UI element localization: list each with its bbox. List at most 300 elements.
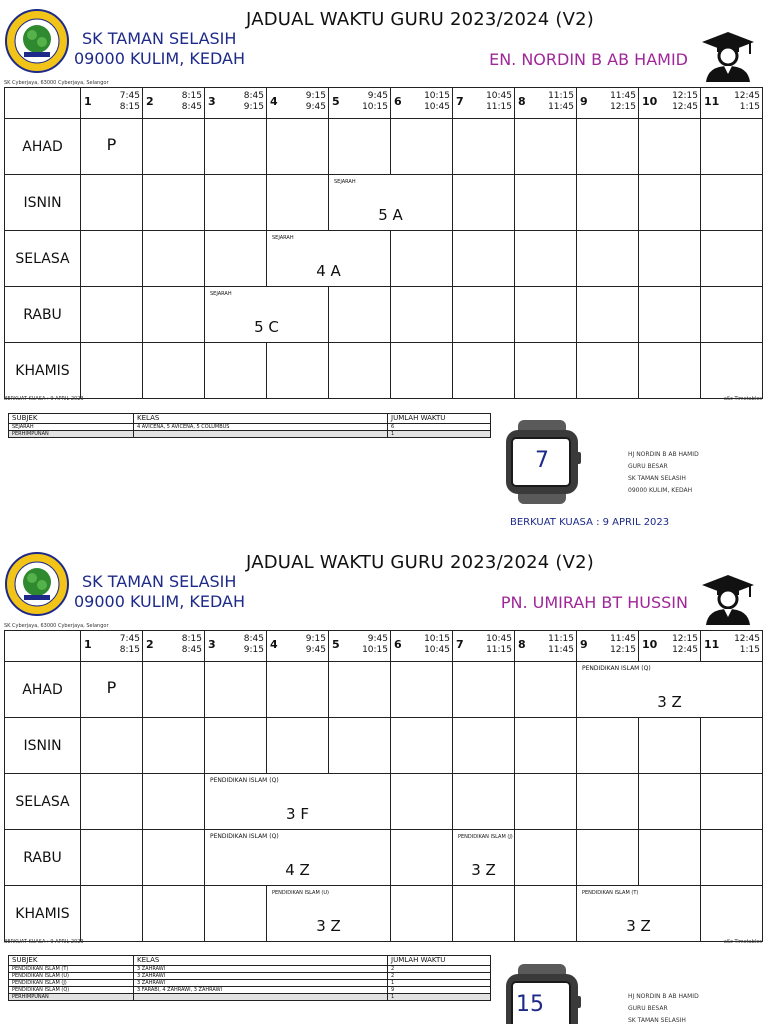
period-number: 2 [146, 95, 154, 108]
empty-cell [639, 718, 701, 774]
empty-cell [391, 830, 453, 886]
lesson-subject: SEJARAH [210, 291, 232, 297]
lesson-subject: PENDIDIKAN ISLAM (Q) [210, 833, 279, 840]
summary-cell: 4 AVICENA, 5 AVICENA, 5 COLUMBUS [134, 424, 388, 431]
empty-cell [329, 343, 391, 399]
empty-cell [515, 774, 577, 830]
signature-line: SK TAMAN SELASIH [628, 1017, 686, 1024]
period-number: 9 [580, 638, 588, 651]
lesson-class: 3 Z [626, 917, 651, 935]
empty-cell [515, 175, 577, 231]
empty-cell [391, 774, 453, 830]
empty-cell [577, 718, 639, 774]
period-header [515, 631, 577, 662]
summary-cell: PENDIDIKAN ISLAM (J) [9, 980, 134, 987]
lesson-class: 3 Z [657, 693, 682, 711]
period-start: 12:15 [672, 634, 698, 644]
empty-cell [453, 886, 515, 942]
summary-cell: 1 [388, 980, 491, 987]
empty-cell [267, 343, 329, 399]
lesson-cell [267, 886, 391, 942]
period-header [391, 88, 453, 119]
period-time [120, 91, 140, 113]
school-logo-icon [4, 8, 70, 74]
empty-cell [453, 119, 515, 175]
day-name: RABU [23, 306, 62, 323]
period-header [205, 88, 267, 119]
empty-cell [701, 886, 763, 942]
empty-cell [515, 886, 577, 942]
summary-cell: 2 [388, 966, 491, 973]
empty-cell [391, 119, 453, 175]
summary-cell: SEJARAH [9, 424, 134, 431]
lesson-subject: PENDIDIKAN ISLAM (U) [272, 890, 329, 896]
day-name: AHAD [22, 138, 63, 155]
period-number: 3 [208, 638, 216, 651]
summary-header-row [9, 414, 491, 424]
empty-cell [329, 119, 391, 175]
footer-effective-date: BERKUAT KUASA : 9 APRIL 2023 [4, 396, 84, 402]
lesson-cell [205, 830, 391, 886]
period-start: 12:45 [734, 91, 760, 101]
summary-header: KELAS [134, 414, 388, 424]
empty-cell [639, 343, 701, 399]
period-end: 8:15 [119, 645, 140, 655]
empty-cell [205, 231, 267, 287]
period-header [639, 88, 701, 119]
period-header [143, 631, 205, 662]
period-start: 12:15 [672, 91, 698, 101]
period-start: 9:15 [305, 634, 326, 644]
summary-row [9, 973, 491, 980]
period-start: 11:45 [610, 91, 636, 101]
summary-table [8, 413, 491, 438]
empty-cell [81, 231, 143, 287]
graduate-icon [700, 30, 756, 82]
footer-effective-date: BERKUAT KUASA : 9 APRIL 2023 [4, 939, 84, 945]
day-row [5, 830, 763, 886]
empty-cell [81, 343, 143, 399]
day-name: SELASA [15, 793, 70, 810]
period-header [81, 88, 143, 119]
empty-cell [81, 886, 143, 942]
period-start: 7:45 [119, 634, 140, 644]
empty-cell [143, 774, 205, 830]
period-header [577, 88, 639, 119]
summary-cell [134, 431, 388, 438]
empty-cell [205, 886, 267, 942]
day-row [5, 718, 763, 774]
day-name: KHAMIS [15, 362, 70, 379]
lesson-class: 5 C [254, 318, 279, 336]
empty-cell [453, 343, 515, 399]
summary-row [9, 994, 491, 1001]
day-label-cell [5, 718, 81, 774]
period-header [205, 631, 267, 662]
period-time [306, 634, 326, 656]
period-time [424, 91, 450, 113]
period-number: 4 [270, 638, 278, 651]
empty-cell [143, 231, 205, 287]
period-header [639, 631, 701, 662]
period-number: 5 [332, 638, 340, 651]
summary-cell: PENDIDIKAN ISLAM (Q) [9, 987, 134, 994]
empty-cell [453, 774, 515, 830]
lesson-cell [453, 830, 515, 886]
day-label-cell [5, 886, 81, 942]
period-start: 8:45 [243, 91, 264, 101]
period-end: 12:15 [610, 645, 636, 655]
period-end: 8:45 [181, 645, 202, 655]
empty-cell [143, 287, 205, 343]
empty-cell [701, 119, 763, 175]
empty-cell [639, 830, 701, 886]
period-time [306, 91, 326, 113]
period-time [672, 91, 698, 113]
period-start: 10:45 [486, 91, 512, 101]
empty-cell [577, 774, 639, 830]
school-logo-icon [4, 551, 70, 617]
period-time [610, 91, 636, 113]
empty-cell [143, 886, 205, 942]
empty-cell [205, 662, 267, 718]
day-row [5, 287, 763, 343]
empty-cell [143, 662, 205, 718]
period-end: 11:15 [486, 645, 512, 655]
day-row [5, 119, 763, 175]
empty-cell [81, 175, 143, 231]
empty-cell [205, 175, 267, 231]
timetable-grid [4, 630, 763, 942]
period-header [453, 631, 515, 662]
day-label-cell [5, 287, 81, 343]
period-end: 12:45 [672, 102, 698, 112]
period-start: 10:15 [424, 634, 450, 644]
period-end: 1:15 [739, 102, 760, 112]
day-label-cell [5, 343, 81, 399]
effective-date: BERKUAT KUASA : 9 APRIL 2023 [510, 517, 670, 528]
empty-cell [453, 175, 515, 231]
empty-cell [515, 830, 577, 886]
empty-cell [577, 830, 639, 886]
period-number: 7 [456, 638, 464, 651]
lesson-class: 3 Z [316, 917, 341, 935]
day-name: ISNIN [23, 737, 62, 754]
day-name: KHAMIS [15, 905, 70, 922]
lesson-cell [205, 287, 329, 343]
period-number: 10 [642, 638, 658, 651]
lesson-cell [205, 774, 391, 830]
period-end: 8:45 [181, 102, 202, 112]
empty-cell [515, 718, 577, 774]
summary-cell: 3 FARABI, 4 ZAHRAWI, 3 ZAHRAWI [134, 987, 388, 994]
school-address: 09000 KULIM, KEDAH [74, 592, 245, 611]
empty-cell [329, 718, 391, 774]
period-header [391, 631, 453, 662]
day-row [5, 343, 763, 399]
period-number: 4 [270, 95, 278, 108]
timetable-grid [4, 87, 763, 399]
period-time [244, 91, 264, 113]
empty-cell [205, 119, 267, 175]
period-time [672, 634, 698, 656]
empty-cell [577, 343, 639, 399]
empty-cell [515, 662, 577, 718]
summary-cell: PENDIDIKAN ISLAM (U) [9, 973, 134, 980]
school-name: SK TAMAN SELASIH [82, 29, 237, 48]
period-time [610, 634, 636, 656]
empty-cell [639, 231, 701, 287]
period-number: 2 [146, 638, 154, 651]
period-number: 9 [580, 95, 588, 108]
summary-row [9, 431, 491, 438]
period-header-row [5, 631, 763, 662]
period-header [701, 88, 763, 119]
page-title: JADUAL WAKTU GURU 2023/2024 (V2) [246, 552, 594, 573]
summary-cell [134, 994, 388, 1001]
lesson-subject: PENDIDIKAN ISLAM (T) [582, 890, 639, 896]
signature-line: GURU BESAR [628, 463, 668, 470]
period-start: 10:45 [486, 634, 512, 644]
empty-cell [639, 175, 701, 231]
lesson-cell [329, 175, 453, 231]
empty-cell [639, 774, 701, 830]
period-time [182, 634, 202, 656]
small-location: SK Cyberjaya, 63000 Cyberjaya, Selangor [4, 623, 109, 629]
empty-cell [205, 343, 267, 399]
page-title: JADUAL WAKTU GURU 2023/2024 (V2) [246, 9, 594, 30]
empty-cell [205, 718, 267, 774]
period-number: 1 [84, 638, 92, 651]
summary-cell: PERHIMPUNAN [9, 431, 134, 438]
empty-cell [453, 231, 515, 287]
empty-cell [267, 119, 329, 175]
day-row [5, 231, 763, 287]
empty-cell [577, 231, 639, 287]
empty-cell [391, 662, 453, 718]
period-number: 10 [642, 95, 658, 108]
period-number: 8 [518, 95, 526, 108]
period-end: 8:15 [119, 102, 140, 112]
lesson-subject: SEJARAH [334, 179, 356, 185]
summary-header: SUBJEK [9, 414, 134, 424]
summary-row [9, 980, 491, 987]
period-time [548, 91, 574, 113]
summary-header-row [9, 956, 491, 966]
period-start: 8:15 [181, 91, 202, 101]
period-start: 8:15 [181, 634, 202, 644]
school-name: SK TAMAN SELASIH [82, 572, 237, 591]
empty-cell [453, 287, 515, 343]
signature-line: SK TAMAN SELASIH [628, 475, 686, 482]
lesson-class: 3 F [286, 805, 309, 823]
period-start: 12:45 [734, 634, 760, 644]
day-label-cell [5, 119, 81, 175]
empty-cell [329, 662, 391, 718]
period-start: 11:15 [548, 634, 574, 644]
watch-number: 7 [535, 448, 549, 473]
empty-cell [267, 175, 329, 231]
day-label-cell [5, 662, 81, 718]
empty-cell [701, 231, 763, 287]
period-time [362, 634, 388, 656]
period-end: 12:45 [672, 645, 698, 655]
period-header [515, 88, 577, 119]
lesson-subject: PENDIDIKAN ISLAM (J) [458, 834, 513, 840]
period-time [182, 91, 202, 113]
summary-header: KELAS [134, 956, 388, 966]
period-header-row [5, 88, 763, 119]
empty-cell [515, 119, 577, 175]
period-time [244, 634, 264, 656]
empty-cell [577, 175, 639, 231]
summary-header: JUMLAH WAKTU [388, 414, 491, 424]
period-time [486, 634, 512, 656]
teacher-name: EN. NORDIN B AB HAMID [489, 50, 688, 69]
empty-cell [515, 287, 577, 343]
empty-cell [81, 718, 143, 774]
empty-cell [577, 119, 639, 175]
period-number: 3 [208, 95, 216, 108]
period-end: 11:45 [548, 645, 574, 655]
period-header [701, 631, 763, 662]
summary-row [9, 966, 491, 973]
empty-cell [577, 287, 639, 343]
empty-cell [639, 119, 701, 175]
lesson-cell [81, 662, 143, 718]
period-end: 11:15 [486, 102, 512, 112]
signature-line: GURU BESAR [628, 1005, 668, 1012]
day-name: RABU [23, 849, 62, 866]
small-location: SK Cyberjaya, 63000 Cyberjaya, Selangor [4, 80, 109, 86]
period-header [329, 631, 391, 662]
period-start: 9:45 [367, 91, 388, 101]
period-number: 6 [394, 95, 402, 108]
school-address: 09000 KULIM, KEDAH [74, 49, 245, 68]
empty-cell [391, 231, 453, 287]
period-header [329, 88, 391, 119]
empty-cell [81, 774, 143, 830]
day-name: AHAD [22, 681, 63, 698]
empty-cell [639, 287, 701, 343]
empty-cell [391, 718, 453, 774]
summary-cell: 3 ZAHRAWI [134, 966, 388, 973]
day-label-cell [5, 830, 81, 886]
period-end: 1:15 [739, 645, 760, 655]
lesson-marker: P [106, 135, 117, 154]
period-number: 5 [332, 95, 340, 108]
summary-header: SUBJEK [9, 956, 134, 966]
empty-cell [701, 830, 763, 886]
empty-cell [143, 718, 205, 774]
summary-cell: 6 [388, 424, 491, 431]
period-header [81, 631, 143, 662]
period-start: 8:45 [243, 634, 264, 644]
period-number: 6 [394, 638, 402, 651]
period-end: 9:15 [243, 102, 264, 112]
period-time [120, 634, 140, 656]
empty-cell [143, 830, 205, 886]
summary-row [9, 424, 491, 431]
watch-number: 15 [516, 992, 544, 1017]
period-end: 11:45 [548, 102, 574, 112]
lesson-class: 4 A [316, 262, 341, 280]
day-row [5, 886, 763, 942]
empty-cell [701, 287, 763, 343]
empty-cell [701, 718, 763, 774]
empty-cell [701, 774, 763, 830]
empty-cell [143, 175, 205, 231]
corner-cell [5, 88, 81, 119]
period-start: 9:45 [367, 634, 388, 644]
empty-cell [453, 718, 515, 774]
period-start: 11:45 [610, 634, 636, 644]
period-end: 10:45 [424, 645, 450, 655]
day-row [5, 175, 763, 231]
period-number: 1 [84, 95, 92, 108]
period-time [548, 634, 574, 656]
lesson-class: 5 A [378, 206, 403, 224]
summary-row [9, 987, 491, 994]
period-time [362, 91, 388, 113]
period-header [267, 631, 329, 662]
summary-cell: 3 ZAHRAWI [134, 980, 388, 987]
summary-cell: 1 [388, 431, 491, 438]
empty-cell [453, 662, 515, 718]
period-start: 10:15 [424, 91, 450, 101]
period-header [577, 631, 639, 662]
empty-cell [515, 231, 577, 287]
lesson-cell [577, 662, 763, 718]
period-end: 9:45 [305, 102, 326, 112]
period-header [143, 88, 205, 119]
teacher-name: PN. UMIRAH BT HUSSIN [500, 593, 688, 612]
empty-cell [701, 175, 763, 231]
signature-block [628, 449, 699, 497]
period-number: 8 [518, 638, 526, 651]
empty-cell [81, 830, 143, 886]
empty-cell [329, 287, 391, 343]
period-end: 9:15 [243, 645, 264, 655]
period-time [486, 91, 512, 113]
summary-table [8, 955, 491, 1001]
signature-line: HJ NORDIN B AB HAMID [628, 993, 699, 1000]
period-start: 7:45 [119, 91, 140, 101]
period-end: 12:15 [610, 102, 636, 112]
lesson-marker: P [106, 678, 117, 697]
footer-software: aSc Timetables [723, 939, 762, 945]
lesson-cell [577, 886, 701, 942]
lesson-subject: PENDIDIKAN ISLAM (Q) [210, 777, 279, 784]
empty-cell [391, 287, 453, 343]
period-start: 9:15 [305, 91, 326, 101]
signature-line: HJ NORDIN B AB HAMID [628, 451, 699, 458]
footer-software: aSc Timetables [723, 396, 762, 402]
signature-block [628, 991, 699, 1024]
summary-header: JUMLAH WAKTU [388, 956, 491, 966]
lesson-cell [267, 231, 391, 287]
signature-line: 09000 KULIM, KEDAH [628, 487, 693, 494]
empty-cell [515, 343, 577, 399]
summary-cell: PENDIDIKAN ISLAM (T) [9, 966, 134, 973]
period-number: 7 [456, 95, 464, 108]
lesson-cell [81, 119, 143, 175]
period-end: 10:45 [424, 102, 450, 112]
lesson-subject: PENDIDIKAN ISLAM (Q) [582, 665, 651, 672]
empty-cell [391, 343, 453, 399]
day-row [5, 774, 763, 830]
period-time [734, 91, 760, 113]
